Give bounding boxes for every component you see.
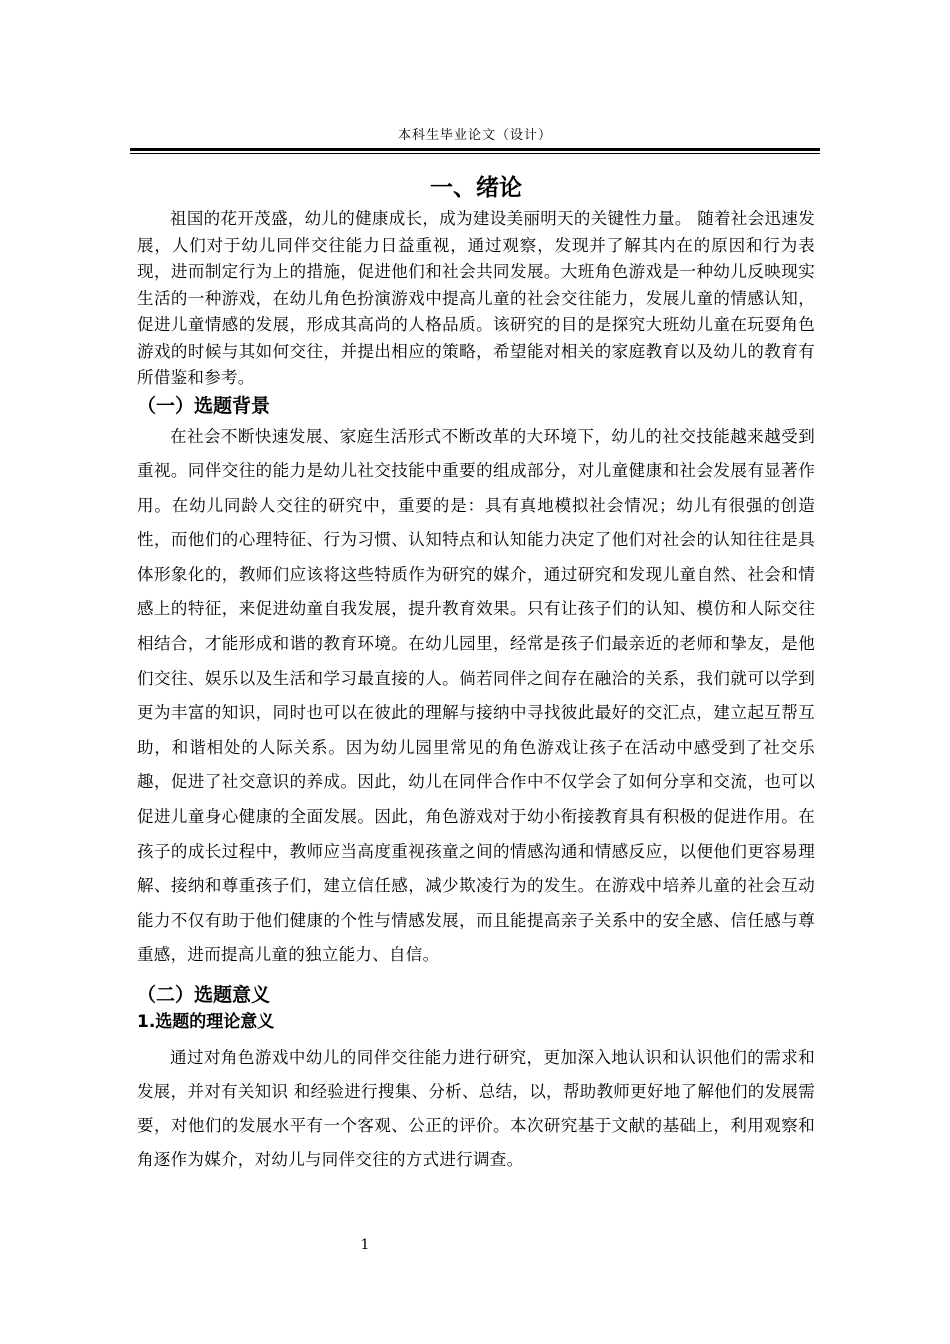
intro-paragraph: 祖国的花开茂盛，幼儿的健康成长，成为建设美丽明天的关键性力量。 随着社会迅速发展，人们对于幼儿同伴交往能力日益重视，通过观察，发现并了解其内在的原因和行为表现，进而制定行为上的措施，促进他们和社会共同发展。大班角色游戏是一种幼儿反映现实生活的一种游戏，在幼儿角色扮演游戏中提高儿童的社会交往能力，发展儿童的情感认知，促进儿童情感的发展，形成其高尚的人格品质。该研究的目的是探究大班幼儿童在玩耍角色游戏的时候与其如何交往，并提出相应的策略，希望能对相关的家庭教育以及幼儿的教育有所借鉴和参考。 — [137, 209, 815, 387]
page-number: 1 — [360, 1237, 370, 1253]
section-title-significance: （二）选题意义 — [137, 984, 271, 1006]
section-title-background: （一）选题背景 — [137, 394, 271, 417]
subsection-title-theory: 1.选题的理论意义 — [137, 1012, 275, 1032]
chapter-title: 一、绪论 — [430, 175, 522, 201]
background-paragraph: 在社会不断快速发展、家庭生活形式不断改革的大环境下，幼儿的社交技能越来越受到重视。同伴交往的能力是幼儿社交技能中重要的组成部分，对儿童健康和社会发展有显著作用。在幼儿同龄人交往的研究中，重要的是：具有真地模拟社会情况；幼儿有很强的创造性，而他们的心理特征、行为习惯、认知特点和认知能力决定了他们对社会的认知往往是具体形象化的，教师们应该将这些特质作为研究的媒介，通过研究和发现儿童自然、社会和情感上的特征，来促进幼童自我发展，提升教育效果。只有让孩子们的认知、模仿和人际交往相结合，才能形成和谐的教育环境。在幼儿园里，经常是孩子们最亲近的老师和挚友，是他们交往、娱乐以及生活和学习最直接的人。倘若同伴之间存在融洽的关系，我们就可以学到更为丰富的知识，同时也可以在彼此的理解与接纳中寻找彼此最好的交汇点，建立起互帮互助，和谐相处的人际关系。因为幼儿园里常见的角色游戏让孩子在活动中感受到了社交乐趣，促进了社交意识的养成。因此，幼儿在同伴合作中不仅学会了如何分享和交流，也可以促进儿童身心健康的全面发展。因此，角色游戏对于幼小衔接教育具有积极的促进作用。在孩子的成长过程中，教师应当高度重视孩童之间的情感沟通和情感反应，以便他们更容易理解、接纳和尊重孩子们，建立信任感，减少欺凌行为的发生。在游戏中培养儿童的社会互动能力不仅有助于他们健康的个性与情感发展，而且能提高亲子关系中的安全感、信任感与尊重感，进而提高儿童的独立能力、自信。 — [137, 426, 815, 965]
theory-paragraph: 通过对角色游戏中幼儿的同伴交往能力进行研究，更加深入地认识和认识他们的需求和发展，并对有关知识 和经验进行搜集、分析、总结，以，帮助教师更好地了解他们的发展需要，对他们的发展水平有一个客观、公正的评价。本次研究基于文献的基础上，利用观察和角逐作为媒介，对幼儿与同伴交往的方式进行调查。 — [137, 1048, 815, 1169]
page-body — [137, 172, 815, 1177]
running-header: 本科生毕业论文（设计） — [397, 128, 552, 143]
header-rule-thin — [130, 153, 820, 154]
header-rule-thick — [130, 148, 820, 151]
